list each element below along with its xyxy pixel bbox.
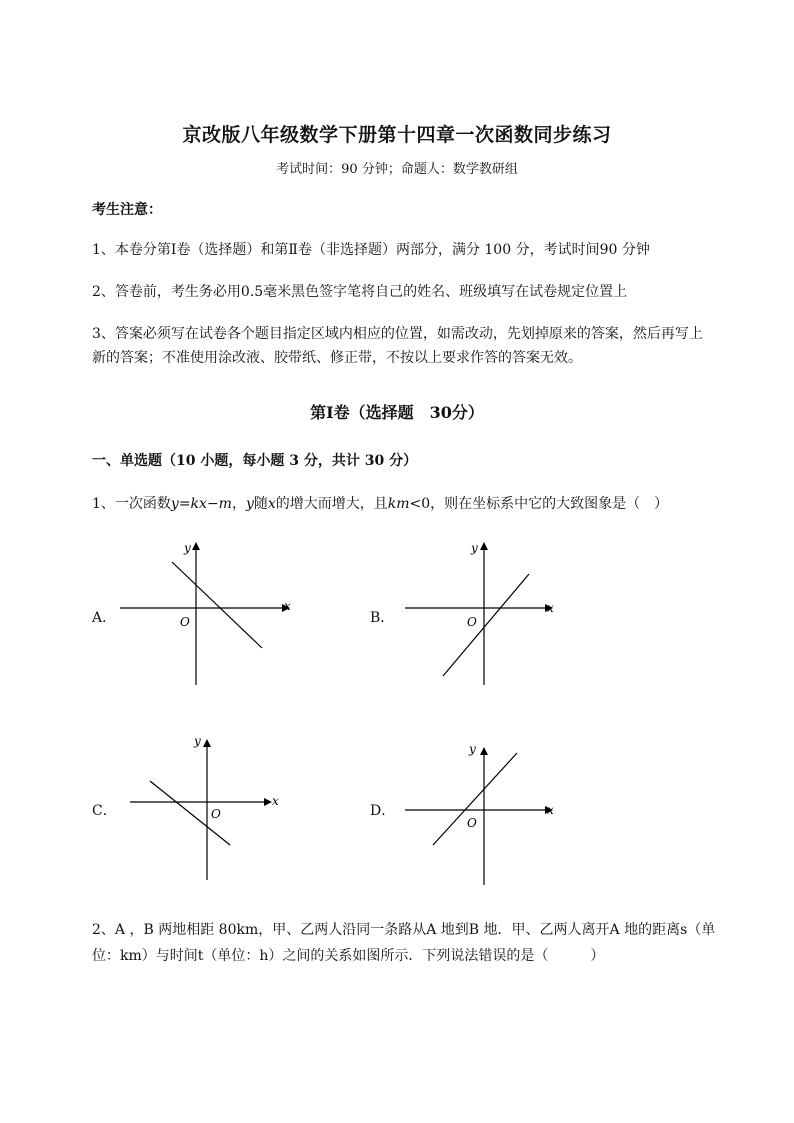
y-axis-arrow [192, 542, 200, 550]
option-a-graph[interactable] [110, 530, 290, 690]
origin-label: O [211, 807, 221, 821]
x-label: x [284, 599, 291, 613]
y-label: y [184, 541, 191, 555]
x-axis-arrow [264, 798, 272, 806]
notice-heading: 考生注意： [92, 202, 162, 218]
option-c-graph[interactable] [120, 725, 290, 885]
function-line [172, 562, 262, 648]
y-label: y [471, 541, 478, 555]
option-d-graph[interactable] [395, 725, 575, 885]
y-label: y [194, 734, 201, 748]
function-line [433, 753, 517, 845]
notice-item-2: 2、答卷前，考生务必用0.5毫米黑色签字笔将自己的姓名、班级填写在试卷规定位置上 [92, 284, 628, 300]
page-title: 京改版八年级数学下册第十四章一次函数同步练习 [182, 124, 612, 146]
option-c-label[interactable]: C． [92, 803, 117, 819]
option-a-label[interactable]: A． [92, 610, 117, 626]
question-2-line-2: 位：km）与时间t（单位：h）之间的关系如图所示．下列说法错误的是（ ） [92, 948, 605, 964]
origin-label: O [180, 615, 190, 629]
x-label: x [547, 601, 554, 615]
x-label: x [272, 794, 279, 808]
y-axis-arrow [480, 747, 488, 755]
function-line [443, 574, 529, 676]
exam-info: 考试时间：90 分钟；命题人：数学教研组 [276, 162, 518, 177]
part-title: 一、单选题（10 小题，每小题 3 分，共计 30 分） [92, 453, 418, 469]
option-b-label[interactable]: B． [370, 610, 395, 626]
y-axis-arrow [480, 542, 488, 550]
question-2-line-1: 2、A ，B 两地相距 80km，甲、乙两人沿同一条路从A 地到B 地．甲、乙两人离开A 地的距离s（单 [92, 922, 716, 938]
option-d-label[interactable]: D． [370, 803, 396, 819]
origin-label: O [467, 615, 477, 629]
origin-label: O [467, 816, 477, 830]
y-label: y [469, 742, 476, 756]
section-title: 第Ⅰ卷（选择题 30分） [310, 403, 484, 422]
y-axis-arrow [203, 739, 211, 747]
question-1-stem: 1、一次函数y=kx−m，y随x的增大而增大，且km<0，则在坐标系中它的大致图象是（ ） [92, 496, 669, 512]
notice-item-1: 1、本卷分第Ⅰ卷（选择题）和第Ⅱ卷（非选择题）两部分，满分 100 分，考试时间90 分钟 [92, 242, 650, 258]
option-b-graph[interactable] [395, 530, 575, 690]
formula: y=kx−m [170, 496, 232, 512]
notice-item-3: 3、答案必须写在试卷各个题目指定区域内相应的位置，如需改动，先划掉原来的答案，然后再写上新的答案；不准使用涂改液、胶带纸、修正带，不按以上要求作答的答案无效。 [92, 326, 703, 366]
x-label: x [547, 803, 554, 817]
